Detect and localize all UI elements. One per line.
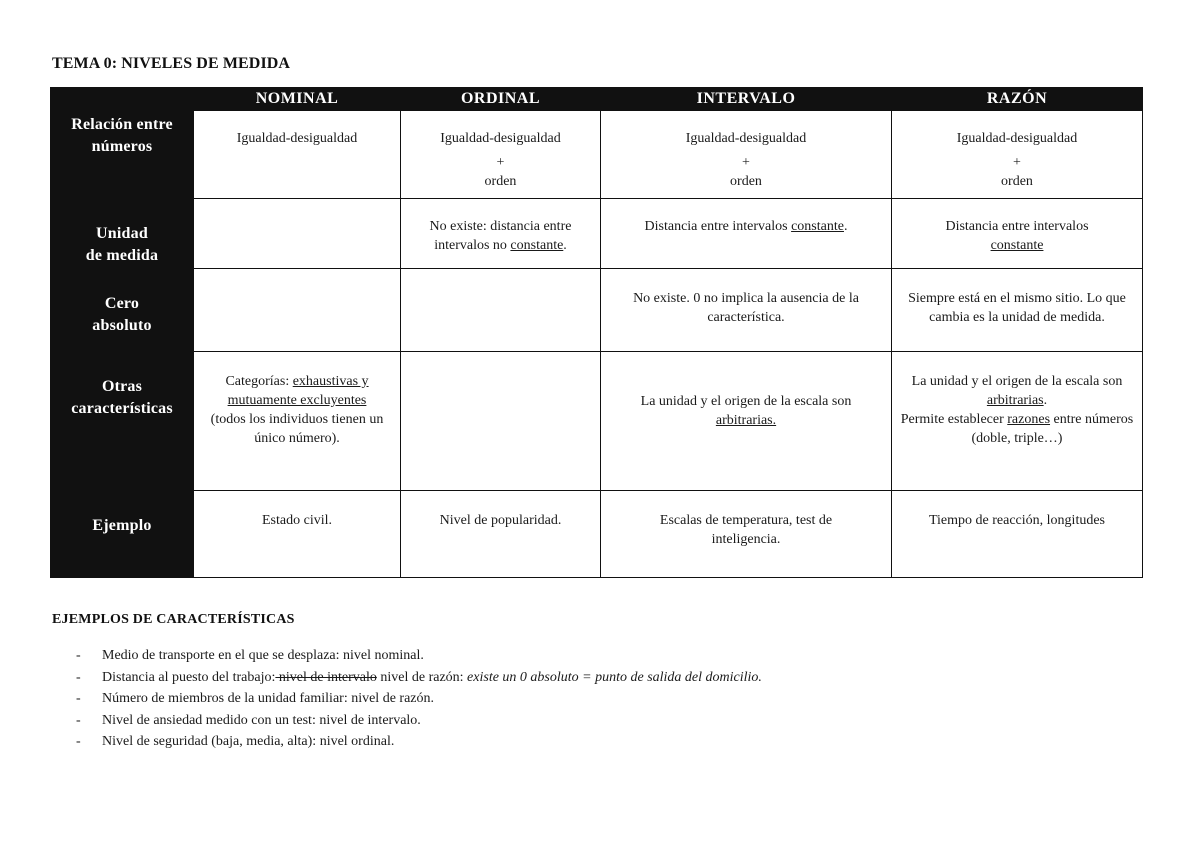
table-row <box>51 269 1143 352</box>
cell-relacion-nominal <box>194 111 401 199</box>
text-run: entre números (doble, triple…) <box>971 412 1134 446</box>
cell-text: Igualdad-desigualdad <box>236 131 358 146</box>
cell-cero-ordinal <box>401 269 601 352</box>
cell-ejemplo-intervalo <box>601 491 892 578</box>
cell-unidad-razon <box>892 199 1143 269</box>
text-run: Distancia entre intervalos <box>945 219 1089 234</box>
underlined-term: constante <box>510 238 564 253</box>
cell-text: Nivel de popularidad. <box>439 513 562 528</box>
cell-text: Tiempo de reacción, longitudes <box>928 513 1105 528</box>
list-item-text: Medio de transporte en el que se desplaza: nivel nominal. <box>102 648 424 663</box>
row-label-unidad <box>51 199 194 269</box>
header-intervalo: INTERVALO <box>601 88 892 111</box>
table-row <box>51 352 1143 491</box>
row-label-otras <box>51 352 194 491</box>
cell-unidad-nominal <box>194 199 401 269</box>
cell-otras-ordinal <box>401 352 601 491</box>
table-row <box>51 491 1143 578</box>
table-row <box>51 199 1143 269</box>
cell-relacion-razon <box>892 111 1143 199</box>
list-dash: - <box>76 669 81 685</box>
text-run: Permite establecer <box>900 412 1008 427</box>
list-item <box>52 688 762 710</box>
cell-otras-razon <box>892 352 1143 491</box>
page-title: TEMA 0: NIVELES DE MEDIDA <box>52 55 291 72</box>
header-razon: RAZÓN <box>892 88 1143 111</box>
header-ordinal: ORDINAL <box>401 88 601 111</box>
text-run: La unidad y el origen de la escala son <box>640 394 852 409</box>
struck-text: nivel de intervalo <box>275 669 377 685</box>
list-item-text: Nivel de ansiedad medido con un test: nivel de intervalo. <box>102 712 421 728</box>
cell-text: Igualdad-desigualdad <box>440 131 561 146</box>
cell-text: No existe. 0 no implica la ausencia de la característica. <box>633 291 859 325</box>
examples-list <box>52 645 762 753</box>
text-run: No existe: distancia entre intervalos no <box>429 219 572 253</box>
row-label-line: Relación entre <box>71 116 173 133</box>
cell-ejemplo-ordinal <box>401 491 601 578</box>
cell-cero-razon <box>892 269 1143 352</box>
cell-text <box>401 199 600 255</box>
cell-text: Siempre está en el mismo sitio. Lo que cambia es la unidad de medida. <box>908 291 1126 325</box>
header-nominal: NOMINAL <box>194 88 401 111</box>
cell-ejemplo-razon <box>892 491 1143 578</box>
list-dash: - <box>76 691 81 706</box>
text-run: . <box>843 219 848 234</box>
row-label-line: características <box>71 400 173 417</box>
examples-section-title: EJEMPLOS DE CARACTERÍSTICAS <box>52 612 295 627</box>
list-item <box>52 710 762 732</box>
text-run: (todos los individuos tienen un único número). <box>210 412 384 446</box>
row-label-cero <box>51 269 194 352</box>
cell-text: Estado civil. <box>262 513 332 528</box>
cell-text: Igualdad-desigualdad <box>685 131 807 146</box>
list-item <box>52 667 762 689</box>
cell-text <box>194 352 400 448</box>
list-item-text: Distancia al puesto del trabajo: <box>102 669 276 685</box>
row-label-line: Otras <box>101 378 143 395</box>
cell-text: orden <box>1001 174 1033 189</box>
underlined-term: razones <box>1007 412 1051 427</box>
cell-text: Escalas de temperatura, test de inteligencia. <box>659 513 833 547</box>
plus-sign: + <box>742 155 750 170</box>
cell-unidad-ordinal <box>401 199 601 269</box>
text-run: Categorías: <box>225 374 293 389</box>
cell-text <box>601 352 891 430</box>
row-label-line: Ejemplo <box>92 517 152 534</box>
row-label-relacion <box>51 111 194 199</box>
list-item-text: Nivel de seguridad (baja, media, alta): nivel ordinal. <box>102 734 395 749</box>
cell-relacion-ordinal <box>401 111 601 199</box>
row-label-line: Unidad <box>96 225 148 242</box>
list-item-text: nivel de razón: <box>376 669 468 685</box>
plus-sign: + <box>496 155 505 170</box>
cell-text <box>892 199 1142 255</box>
cell-otras-nominal <box>194 352 401 491</box>
row-label-ejemplo <box>51 491 194 578</box>
underlined-term: arbitrarias. <box>715 413 777 428</box>
cell-otras-intervalo <box>601 352 892 491</box>
cell-unidad-intervalo <box>601 199 892 269</box>
underlined-term: arbitrarias <box>986 393 1044 408</box>
cell-text: Igualdad-desigualdad <box>956 131 1078 146</box>
table-header-row <box>51 88 1143 111</box>
plus-sign: + <box>1013 155 1021 170</box>
cell-text <box>601 199 891 236</box>
cell-relacion-intervalo <box>601 111 892 199</box>
list-item <box>52 645 762 667</box>
measurement-levels-table <box>50 87 1143 578</box>
list-item <box>52 731 762 753</box>
underlined-term: constante <box>791 219 844 234</box>
list-dash: - <box>76 734 81 749</box>
underlined-term: constante <box>990 238 1044 253</box>
text-run: . <box>563 238 567 253</box>
italic-note: existe un 0 absoluto = punto de salida del domicilio. <box>467 669 762 685</box>
cell-cero-intervalo <box>601 269 892 352</box>
text-run: . <box>1043 393 1048 408</box>
table-row <box>51 111 1143 199</box>
row-label-line: de medida <box>85 247 159 264</box>
list-dash: - <box>76 712 81 728</box>
row-label-line: números <box>91 138 153 155</box>
list-dash: - <box>76 648 81 663</box>
row-label-line: Cero <box>104 295 140 312</box>
underlined-term: exhaustivas y mutuamente excluyentes <box>227 374 369 408</box>
list-item-text: Número de miembros de la unidad familiar: nivel de razón. <box>102 691 435 706</box>
cell-text: orden <box>730 174 762 189</box>
row-label-line: absoluto <box>92 317 152 334</box>
cell-text <box>892 352 1142 448</box>
cell-ejemplo-nominal <box>194 491 401 578</box>
header-corner <box>51 88 194 111</box>
text-run: Distancia entre intervalos <box>644 219 792 234</box>
cell-text: orden <box>484 174 517 189</box>
cell-cero-nominal <box>194 269 401 352</box>
text-run: La unidad y el origen de la escala son <box>911 374 1123 389</box>
